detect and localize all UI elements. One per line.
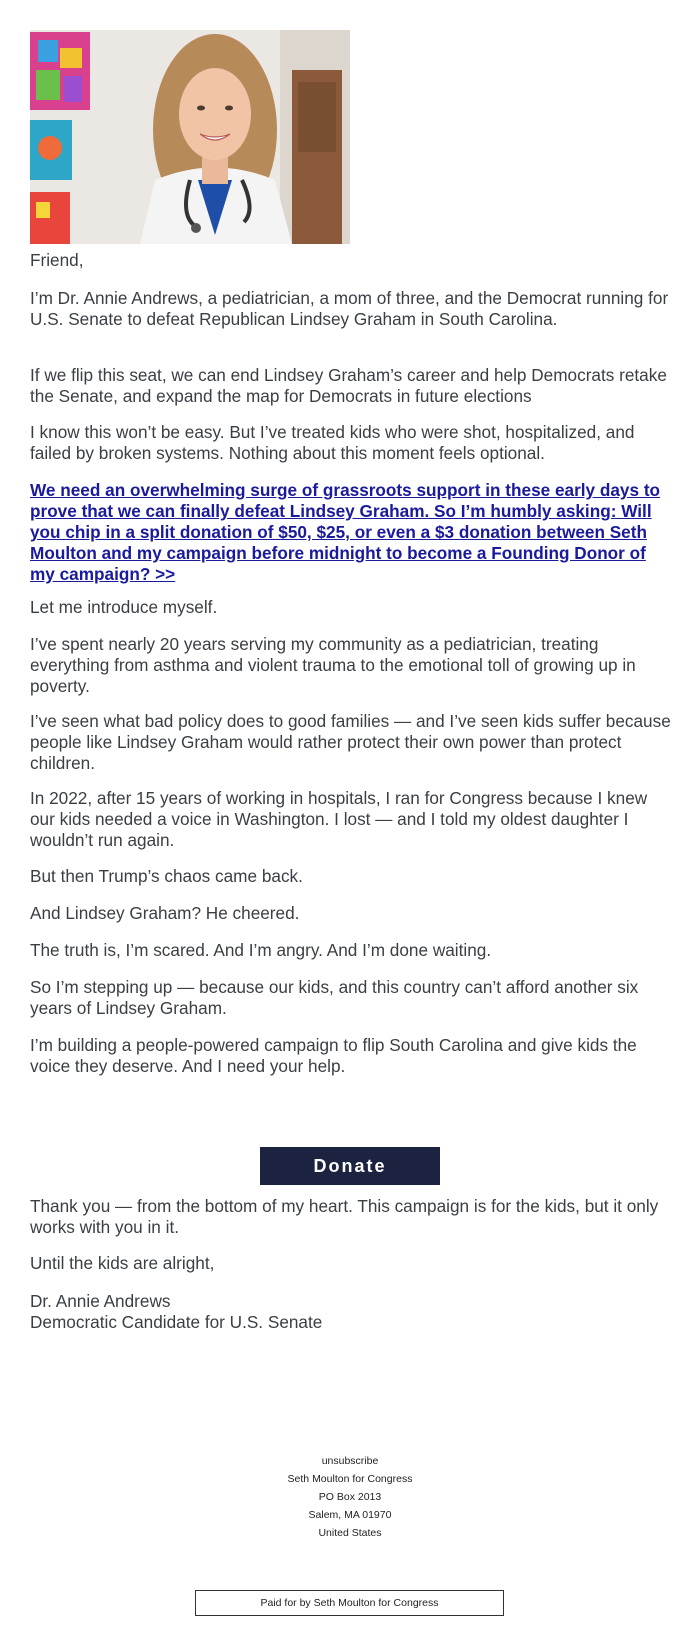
thank-you-paragraph: Thank you — from the bottom of my heart. This campaign is for the kids, but it only works with you in it. bbox=[30, 1196, 659, 1237]
candidate-photo bbox=[30, 30, 350, 244]
portrait-photo-icon bbox=[30, 30, 350, 244]
intro-paragraph: I’m Dr. Annie Andrews, a pediatrician, a mom of three, and the Democrat running for U.S. Senate to defeat Republican Lindsey Graham in South Carolina. bbox=[30, 288, 669, 329]
people-powered-paragraph: I’m building a people-powered campaign to flip South Carolina and give kids the voice they deserve. And I need your help. bbox=[30, 1035, 637, 1076]
signature-name: Dr. Annie Andrews bbox=[30, 1291, 171, 1311]
trump-chaos-paragraph: But then Trump’s chaos came back. bbox=[30, 866, 303, 886]
unsubscribe-link[interactable]: unsubscribe bbox=[321, 1455, 379, 1467]
donate-link[interactable]: We need an overwhelming surge of grassroots support in these early days to prove that we can finally defeat Lindsey Graham. So I’m humbly asking: Will you chip in a split donation of $50, $25, or even a $3 donation between Seth Moulton and my campaign before midnight to become a Founding Donor of my campaign? >> bbox=[30, 480, 661, 584]
ran-for-congress-paragraph: In 2022, after 15 years of working in hospitals, I ran for Congress because I knew our kids needed a voice in Washington. I lost — and I told my oldest daughter I wouldn’t run again. bbox=[30, 788, 648, 850]
graham-cheered-paragraph: And Lindsey Graham? He cheered. bbox=[30, 903, 300, 923]
footer-city: Salem, MA 01970 bbox=[308, 1509, 392, 1521]
introduce-paragraph: Let me introduce myself. bbox=[30, 597, 218, 617]
scared-angry-paragraph: The truth is, I’m scared. And I’m angry. And I’m done waiting. bbox=[30, 940, 492, 960]
sign-off: Until the kids are alright, bbox=[30, 1253, 215, 1273]
pediatrician-paragraph: I’ve spent nearly 20 years serving my community as a pediatrician, treating everything from asthma and violent trauma to the emotional toll of growing up in poverty. bbox=[30, 634, 636, 696]
footer bbox=[0, 1452, 700, 1542]
donate-button[interactable]: Donate bbox=[260, 1147, 440, 1185]
signature-title: Democratic Candidate for U.S. Senate bbox=[30, 1312, 323, 1332]
flip-seat-paragraph: If we flip this seat, we can end Lindsey Graham’s career and help Democrats retake the Senate, and expand the map for Democrats in future elections bbox=[30, 365, 667, 406]
footer-po-box: PO Box 2013 bbox=[318, 1491, 382, 1503]
bad-policy-paragraph: I’ve seen what bad policy does to good families — and I’ve seen kids suffer because people like Lindsey Graham would rather protect their own power than protect children. bbox=[30, 711, 671, 773]
wont-be-easy-paragraph: I know this won’t be easy. But I’ve treated kids who were shot, hospitalized, and failed by broken systems. Nothing about this moment feels optional. bbox=[30, 422, 635, 463]
footer-country: United States bbox=[318, 1527, 382, 1539]
stepping-up-paragraph: So I’m stepping up — because our kids, and this country can’t afford another six years of Lindsey Graham. bbox=[30, 977, 639, 1018]
greeting: Friend, bbox=[30, 250, 84, 270]
footer-org: Seth Moulton for Congress bbox=[287, 1473, 413, 1485]
paid-for-disclaimer: Paid for by Seth Moulton for Congress bbox=[195, 1590, 504, 1616]
